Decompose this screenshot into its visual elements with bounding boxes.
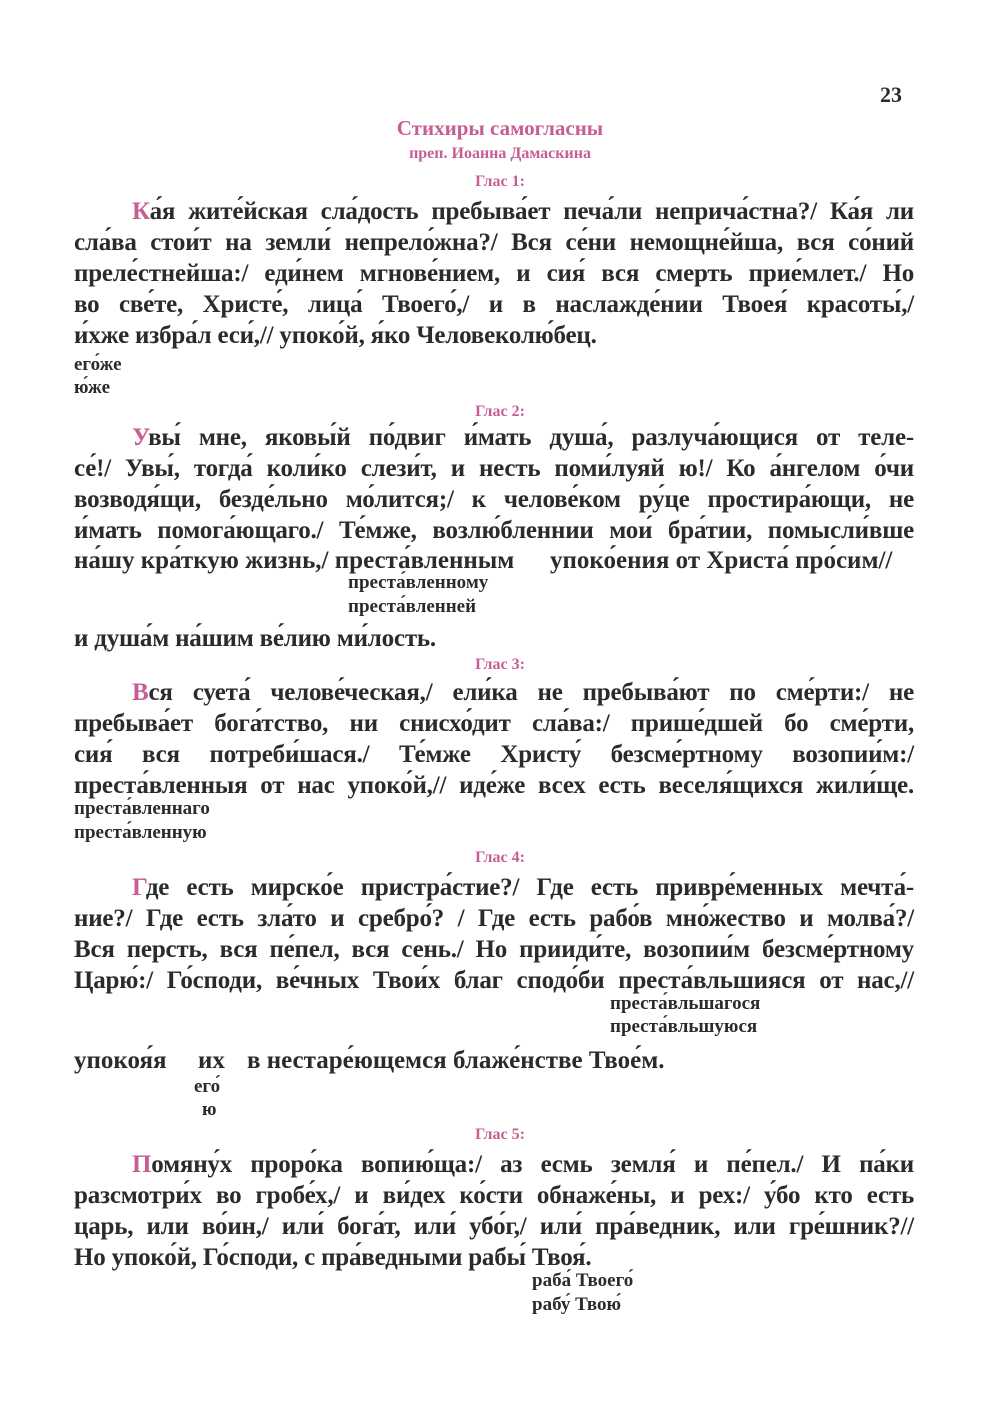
glas-2-line-3: возводя́щи, безде́льно мо́лится;/ к челове́ком ру́це простира́ющи, не: [74, 486, 914, 513]
glas-4-line-1: [74, 873, 914, 903]
variant-text: ю: [202, 1099, 217, 1120]
variant-text: преста́вленней: [348, 596, 477, 617]
glas-3-line-1: [74, 678, 914, 708]
glas-4-line-2: ние?/ Где есть зла́то и сребро́? / Где есть рабо́в мно́жество и молва́?/: [74, 905, 914, 932]
glas-4-heading: Глас 4:: [475, 849, 525, 866]
section-title: Стихиры самогласны: [396, 116, 604, 140]
page-number: 23: [880, 82, 902, 107]
glas-2-line-2: се́!/ Увы́, тогда́ коли́ко слези́т, и несть поми́луяй ю!/ Ко а́нгелом о́чи: [74, 455, 914, 482]
glas-5-heading: Глас 5:: [475, 1126, 525, 1143]
variant-text: ю́же: [74, 377, 111, 398]
line-text: омяну́х проро́ка вопию́ща:/ аз есмь земля́ и пе́пел./ И па́ки: [151, 1151, 914, 1178]
glas-4-last-b: их: [198, 1047, 225, 1074]
glas-3-line-2: пребыва́ет бога́тство, ни снисхо́дит сла́ва:/ прише́дшей бо сме́рти,: [74, 710, 914, 737]
glas-4-last-c: в нестаре́ющемся блаже́нстве Твое́м.: [247, 1047, 665, 1074]
drop-capital: К: [132, 198, 150, 225]
glas-3-line-3: сия́ вся потреби́шася./ Те́мже Христу́ безсме́ртному возопии́м:/: [74, 741, 914, 768]
glas-2-heading: Глас 2:: [475, 403, 525, 420]
section-subtitle: преп. Иоанна Дамаскина: [409, 145, 591, 162]
glas-5-line-3: царь, или во́ин,/ или́ бога́т, или́ убо́г,/ или́ пра́ведник, или гре́шник?//: [74, 1213, 914, 1240]
drop-capital: В: [132, 679, 149, 706]
variant-text: его́же: [74, 354, 122, 375]
glas-2-line-5a: на́шу кра́ткую жизнь,/ преста́вленным: [74, 547, 515, 574]
line-text: де есть мирско́е пристра́стие?/ Где есть привре́менных мечта́-: [145, 874, 914, 901]
line-text: вы́ мне, яковы́й по́двиг и́мать душа́, разлуча́ющися от теле-: [148, 424, 914, 451]
drop-capital: Г: [132, 874, 146, 901]
line-text: ся суета́ челове́ческая,/ ели́ка не пребыва́ют по сме́рти:/ не: [148, 679, 914, 706]
variant-text: преста́вленнаго: [74, 798, 210, 819]
variant-text: преста́вльшуюся: [610, 1016, 758, 1037]
glas-4-last-a: упокоя́я: [74, 1047, 167, 1074]
line-text: а́я жите́йская сла́дость пребыва́ет печа́ли неприча́стна?/ Ка́я ли: [149, 198, 914, 225]
glas-4-line-4: Царю́:/ Го́споди, ве́чных Твои́х благ сподо́би преста́вльшияся от нас,//: [74, 967, 914, 994]
glas-1-line-1: [74, 197, 914, 227]
drop-capital: У: [132, 424, 149, 451]
glas-2-last-line: и душа́м на́шим ве́лию ми́лость.: [74, 625, 436, 652]
glas-2-line-4: и́мать помога́ющаго./ Те́мже, возлю́бленнии мои́ бра́тии, помысли́вше: [74, 517, 914, 544]
glas-1-line-5: и́хже избра́л еси́,// упоко́й, я́ко Человеколю́бец.: [74, 322, 597, 349]
glas-1-line-4: во све́те, Христе́, лица́ Твоего́,/ и в наслажде́нии Твоея́ красоты́,/: [74, 291, 914, 318]
glas-1-line-2: сла́ва стои́т на земли́ непрело́жна?/ Вся се́ни немощне́йша, вся со́ний: [74, 229, 914, 256]
glas-5-line-2: разсмотри́х во гробе́х,/ и ви́дех ко́сти обнаже́ны, и рех:/ у́бо кто есть: [74, 1182, 914, 1209]
glas-3-heading: Глас 3:: [475, 656, 525, 673]
glas-5-line-1: [74, 1150, 914, 1180]
variant-text: преста́вленную: [74, 822, 207, 843]
glas-1-line-3: преле́стнейша:/ еди́нем мгнове́нием, и сия́ вся смерть прие́млет./ Но: [74, 260, 914, 287]
glas-2-line-5b: упоко́ения от Христа́ про́сим//: [550, 547, 893, 574]
glas-5-line-4: Но упоко́й, Го́споди, с пра́ведными рабы́ Твоя́.: [74, 1244, 592, 1271]
variant-text: преста́вльшагося: [610, 993, 761, 1014]
drop-capital: П: [132, 1151, 152, 1178]
glas-2-line-1: [74, 423, 914, 453]
glas-1-heading: Глас 1:: [475, 173, 525, 190]
variant-text: рабу́ Твою́: [532, 1294, 621, 1315]
variant-text: раба́ Твоего́: [532, 1270, 634, 1291]
glas-4-line-3: Вся персть, вся пе́пел, вся сень./ Но прииди́те, возопии́м безсме́ртному: [74, 936, 914, 963]
variant-text: его́: [194, 1076, 221, 1097]
variant-text: преста́вленному: [348, 572, 489, 593]
glas-3-line-4: преста́вленныя от нас упоко́й,// иде́же всех есть веселя́щихся жили́ще.: [74, 772, 914, 799]
